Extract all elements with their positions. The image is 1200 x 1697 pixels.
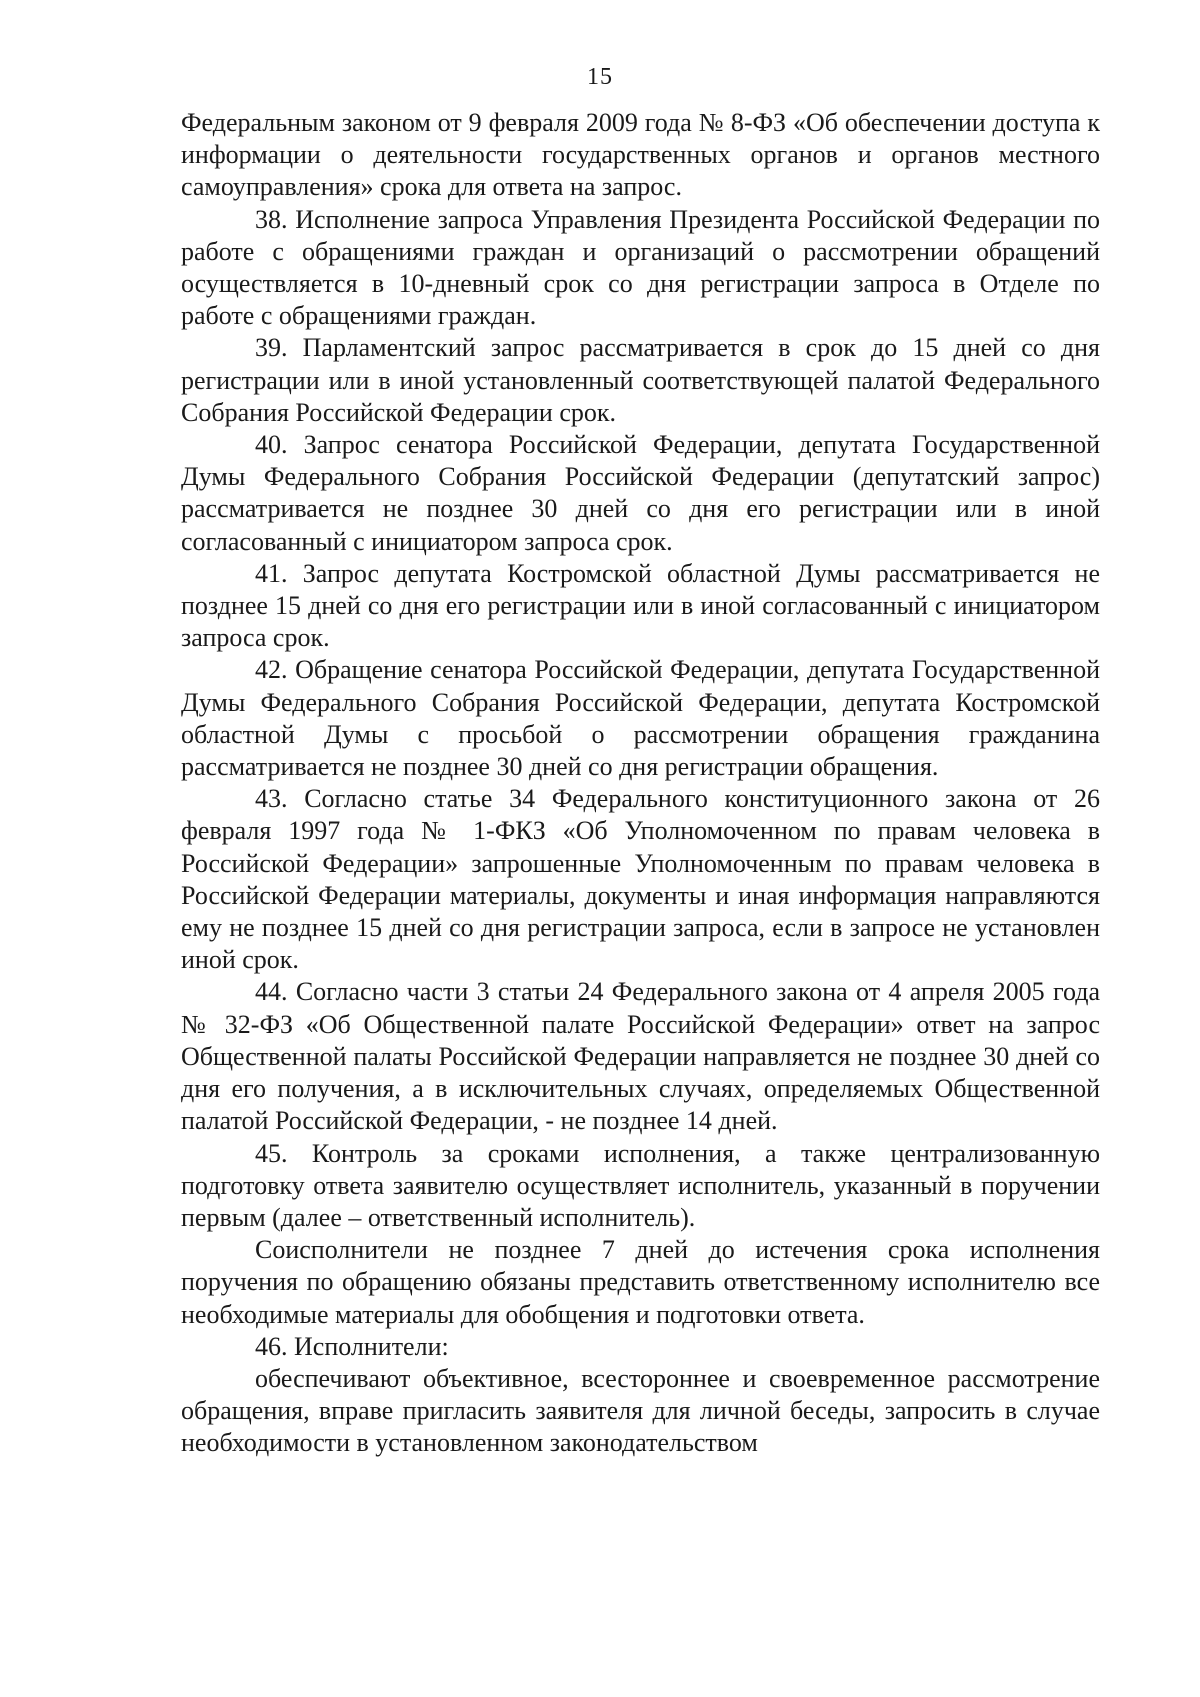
paragraph-38: 38. Исполнение запроса Управления Президента Российской Федерации по работе с обращениями граждан и организаций о рассмотрении обращений осуществляется в 10-дневный срок со дня регистрации запроса в Отделе по работе с обращениями граждан. xyxy=(181,204,1100,331)
document-body xyxy=(181,107,1100,1460)
paragraph-coexecutors: Соисполнители не позднее 7 дней до истечения срока исполнения поручения по обращению обязаны представить ответственному исполнителю все необходимые материалы для обобщения и подготовки ответа. xyxy=(181,1235,1100,1329)
page-number: 15 xyxy=(587,64,613,90)
paragraph-45: 45. Контроль за сроками исполнения, а также централизованную подготовку ответа заявителю осуществляет исполнитель, указанный в поручении первым (далее – ответственный исполнитель). xyxy=(181,1138,1100,1232)
paragraph-39: 39. Парламентский запрос рассматривается в срок до 15 дней со дня регистрации или в иной установленный соответствующей палатой Федерального Собрания Российской Федерации срок. xyxy=(181,333,1100,427)
paragraph-continuation: Федеральным законом от 9 февраля 2009 года № 8-ФЗ «Об обеспечении доступа к информации о деятельности государственных органов и органов местного самоуправления» срока для ответа на запрос. xyxy=(181,108,1100,202)
paragraph-44: 44. Согласно части 3 статьи 24 Федерального закона от 4 апреля 2005 года № 32-ФЗ «Об Общественной палате Российской Федерации» ответ на запрос Общественной палаты Российской Федерации направляется не позднее 30 дней со дня его получения, а в исключительных случаях, определяемых Общественной палатой Российской Федерации, - не позднее 14 дней. xyxy=(181,977,1100,1136)
paragraph-46-text: обеспечивают объективное, всестороннее и своевременное рассмотрение обращения, вправе пригласить заявителя для личной беседы, запросить в случае необходимости в установленном законодательством xyxy=(181,1363,1100,1458)
paragraph-41: 41. Запрос депутата Костромской областной Думы рассматривается не позднее 15 дней со дня его регистрации или в иной согласованный с инициатором запроса срок. xyxy=(181,558,1100,653)
paragraph-43: 43. Согласно статье 34 Федерального конституционного закона от 26 февраля 1997 года № 1-ФКЗ «Об Уполномоченном по правам человека в Российской Федерации» запрошенные Уполномоченным по правам человека в Российской Федерации материалы, документы и иная информация направляются ему не позднее 15 дней со дня регистрации запроса, если в запросе не установлен иной срок. xyxy=(181,784,1100,975)
paragraph-40: 40. Запрос сенатора Российской Федерации, депутата Государственной Думы Федерального Собрания Российской Федерации (депутатский запрос) рассматривается не позднее 30 дней со дня его регистрации или в иной согласованный с инициатором запроса срок. xyxy=(181,430,1100,556)
paragraph-46: 46. Исполнители: xyxy=(255,1331,449,1361)
paragraph-42: 42. Обращение сенатора Российской Федерации, депутата Государственной Думы Федерального Собрания Российской Федерации, депутата Костромской областной Думы с просьбой о рассмотрении обращения гражданина рассматривается не позднее 30 дней со дня регистрации обращения. xyxy=(181,655,1100,782)
